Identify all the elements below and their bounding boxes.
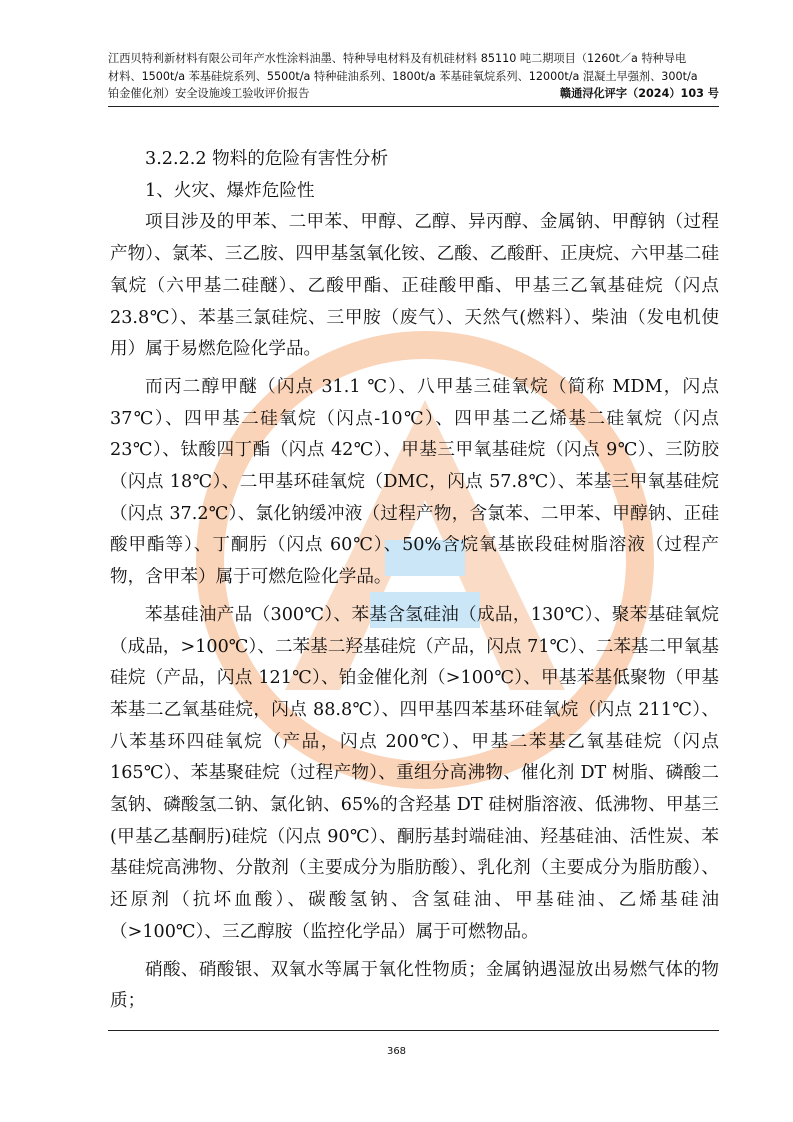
page-number: 368 xyxy=(386,1046,407,1057)
document-body xyxy=(110,144,719,1018)
header-reference-number: 赣通浔化评字（2024）103 号 xyxy=(559,87,719,100)
header-line-3 xyxy=(108,85,719,103)
paragraph-combustible-chemicals: 而丙二醇甲醚（闪点 31.1 ℃）、八甲基三硅氧烷（简称 MDM，闪点 37℃）、四甲基二硅氧烷（闪点-10℃）、四甲基二乙烯基二硅氧烷（闪点 23℃）、钛酸四丁酯（闪点 42℃）、甲基三甲氧基硅烷（闪点 9℃）、三防胶（闪点 18℃）、二甲基环硅氧烷（DMC，闪点 57.8℃）、苯基三甲氧基硅烷（闪点 37.2℃）、氯化钠缓冲液（过程产物，含氯苯、二甲苯、甲醇钠、正硅酸甲酯等）、丁酮肟（闪点 60℃）、50%含烷氧基嵌段硅树脂溶液（过程产物，含甲苯）属于可燃危险化学品。 xyxy=(110,376,719,588)
header-line-2: 材料、1500t/a 苯基硅烷系列、5500t/a 特种硅油系列、1800t/a 苯基硅氧烷系列、12000t/a 混凝土早强剂、300t/a xyxy=(108,69,698,83)
paragraph-flammable: 项目涉及的甲苯、二甲苯、甲醇、乙醇、异丙醇、金属钠、甲醇钠（过程产物）、氯苯、三乙胺、四甲基氢氧化铵、乙酸、乙酸酐、正庚烷、六甲基二硅氧烷（六甲基二硅醚）、乙酸甲酯、正硅酸甲酯、甲基三乙氧基硅烷（闪点 23.8℃）、苯基三氯硅烷、三甲胺（废气）、天然气(燃料）、柴油（发电机使用）属于易燃危险化学品。 xyxy=(110,212,719,360)
header-divider xyxy=(108,106,719,107)
paragraph-combustible-materials: 苯基硅油产品（300℃）、苯基含氢硅油（成品，130℃）、聚苯基硅氧烷（成品，>100℃）、二苯基二羟基硅烷（产品，闪点 71℃）、二苯基二甲氧基硅烷（产品，闪点 121℃）、铂金催化剂（>100℃）、甲基苯基低聚物（甲基苯基二乙氧基硅烷，闪点 88.8℃）、四甲基四苯基环硅氧烷（闪点 211℃）、八苯基环四硅氧烷（产品，闪点 200℃）、甲基二苯基乙氧基硅烷（闪点 165℃）、苯基聚硅烷（过程产物）、重组分高沸物、催化剂 DT 树脂、磷酸二氢钠、磷酸氢二钠、氯化钠、65%的含羟基 DT 硅树脂溶液、低沸物、甲基三(甲基乙基酮肟)硅烷（闪点 90℃）、酮肟基封端硅油、羟基硅油、活性炭、苯基硅烷高沸物、分散剂（主要成分为脂肪酸）、乳化剂（主要成分为脂肪酸）、还原剂（抗坏血酸）、碳酸氢钠、含氢硅油、甲基硅油、乙烯基硅油（>100℃）、三乙醇胺（监控化学品）属于可燃物品。 xyxy=(110,604,719,942)
header-report-title: 铂金催化剂）安全设施竣工验收评价报告 xyxy=(108,87,310,100)
page-header xyxy=(108,50,719,103)
paragraph-oxidizers: 硝酸、硝酸银、双氧水等属于氧化性物质；金属钠遇湿放出易燃气体的物质； xyxy=(110,959,719,1012)
header-line-1: 江西贝特利新材料有限公司年产水性涂料油墨、特种导电材料及有机硅材料 85110 吨二期项目（1260t／a 特种导电 xyxy=(108,52,687,65)
section-heading: 3.2.2.2 物料的危险有害性分析 xyxy=(145,149,389,169)
footer-divider xyxy=(108,1030,719,1031)
section-subheading: 1、火灾、爆炸危险性 xyxy=(145,180,315,201)
